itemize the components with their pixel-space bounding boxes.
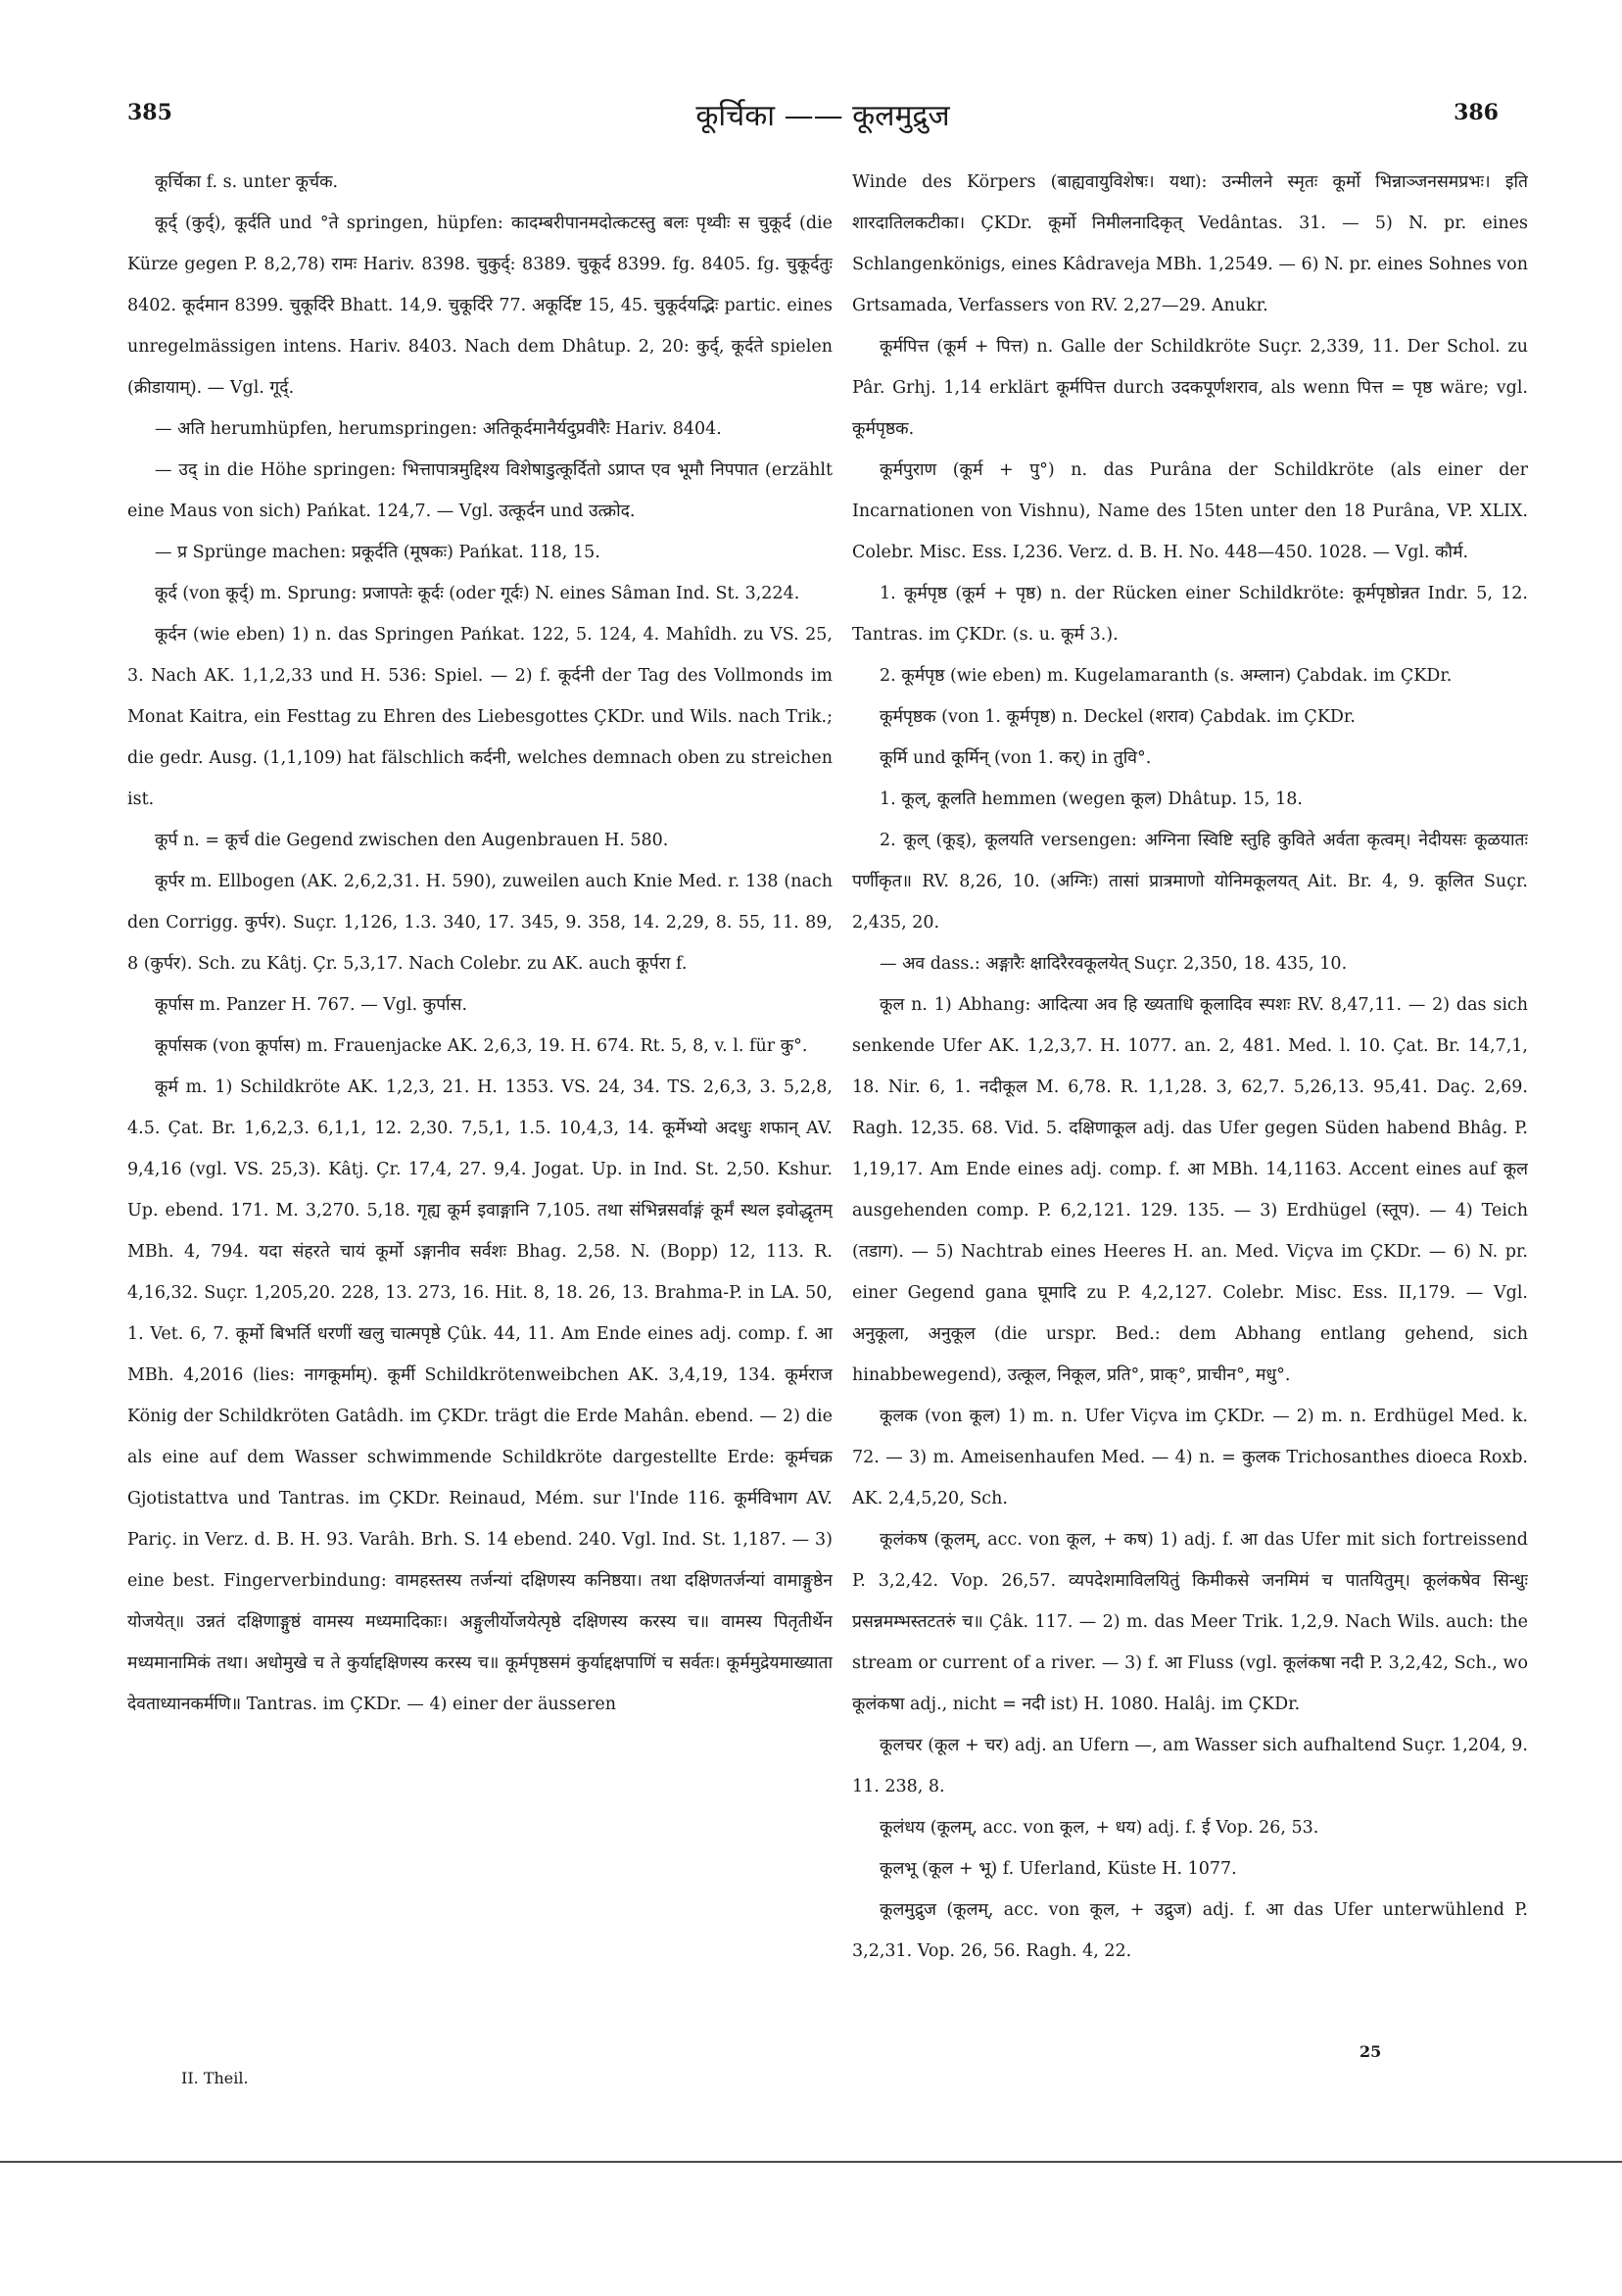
- entry-paragraph: कूलमुद्रुज (कूलम्, acc. von कूल, + उद्रुज) adj. f. आ das Ufer unterwühlend P. 3,2,31. Vop. 26, 56. Ragh. 4, 22.: [852, 1900, 1528, 1961]
- entry-paragraph: कूर्प n. = कूर्च die Gegend zwischen den Augenbrauen H. 580.: [155, 831, 669, 850]
- signature-mark: II. Theil.: [181, 2069, 249, 2087]
- left-column: [127, 162, 833, 1725]
- entry-paragraph: — उद् in die Höhe springen: भित्तापात्रमुद्दिश्य विशेषाडुत्कूर्दितो ऽप्राप्त एव भूमौ निपपात (erzählt eine Maus von sich) Pańkat. 124,7. — Vgl. उत्कूर्दन und उत्क्रोद.: [127, 460, 833, 521]
- entry-paragraph: कूर्द (von कूर्द्) m. Sprung: प्रजापतेः कूर्दः (oder गूर्दः) N. eines Sâman Ind. St. 3,224.: [155, 584, 800, 603]
- signature-number: 25: [1360, 2042, 1382, 2061]
- entry-paragraph: Winde des Körpers (बाह्यवायुविशेषः। यथा): उन्मीलने स्मृतः कूर्मो भिन्नाञ्जनसमप्रभः। इति शारदातिलकटीका। ÇKDr. कूर्मो निमीलनादिकृत् Vedântas. 31. — 5) N. pr. eines Schlangenkönigs, eines Kâdraveja MBh. 1,2549. — 6) N. pr. eines Sohnes von Grtsamada, Verfassers von RV. 2,27—29. Anukr.: [852, 172, 1528, 315]
- entry-paragraph: — प्र Sprünge machen: प्रकूर्दति (मूषकः) Pańkat. 118, 15.: [155, 543, 600, 562]
- entry-paragraph: कूर्पर m. Ellbogen (AK. 2,6,2,31. H. 590), zuweilen auch Knie Med. r. 138 (nach den Corrigg. कुर्पर). Suçr. 1,126, 1.3. 340, 17. 345, 9. 358, 14. 2,29, 8. 55, 11. 89, 8 (कुर्पर). Sch. zu Kâtj. Çr. 5,3,17. Nach Colebr. zu AK. auch कूर्परा f.: [127, 872, 833, 974]
- right-page-number: 386: [1454, 100, 1499, 125]
- entry-paragraph: 1. कूल्, कूलति hemmen (wegen कूल) Dhâtup. 15, 18.: [880, 789, 1303, 809]
- entry-paragraph: कूर्म m. 1) Schildkröte AK. 1,2,3, 21. H. 1353. VS. 24, 34. TS. 2,6,3, 3. 5,2,8, 4.5. Çat. Br. 1,6,2,3. 6,1,1, 12. 2,30. 7,5,1, 1.5. 10,4,3, 14. कूर्मेभ्यो अदधुः शफान् AV. 9,4,16 (vgl. VS. 25,3). Kâtj. Çr. 17,4, 27. 9,4. Jogat. Up. in Ind. St. 2,50. Kshur. Up. ebend. 171. M. 3,270. 5,18. गृह्य कूर्म इवाङ्गानि 7,105. तथा संभिन्नसर्वाङ्गं कूर्मं स्थल इवोद्धृतम् MBh. 4, 794. यदा संहरते चायं कूर्मो ऽङ्गानीव सर्वशः Bhag. 2,58. N. (Bopp) 12, 113. R. 4,16,32. Suçr. 1,205,20. 228, 13. 273, 16. Hit. 8, 18. 26, 13. Brahma-P. in LA. 50, 1. Vet. 6, 7. कूर्मो बिभर्ति धरणीं खलु चात्मपृष्ठे Çûk. 44, 11. Am Ende eines adj. comp. f. आ MBh. 4,2016 (lies: नागकूर्माम्). कूर्मी Schildkrötenweibchen AK. 3,4,19, 134. कूर्मराज König der Schildkröten Gatâdh. im ÇKDr. trägt die Erde Mahân. ebend. — 2) die als eine auf dem Wasser schwimmende Schildkröte dargestellte Erde: कूर्मचक्र Gjotistattva und Tantras. im ÇKDr. Reinaud, Mém. sur l'Inde 116. कूर्मविभाग AV. Pariç. in Verz. d. B. H. 93. Varâh. Brh. S. 14 ebend. 240. Vgl. Ind. St. 1,187. — 3) eine best. Fingerverbindung: वामहस्तस्य तर्जन्यां दक्षिणस्य कनिष्ठया। तथा दक्षिणतर्जन्यां वामाङ्गुष्ठेन योजयेत्॥ उन्नतं दक्षिणाङ्गुष्ठं वामस्य मध्यमादिकाः। अङ्गुलीर्योजयेत्पृष्ठे दक्षिणस्य करस्य च॥ वामस्य पितृतीर्थेन मध्यमानामिकं तथा। अधोमुखे च ते कुर्याद्दक्षिणस्य करस्य च॥ कूर्मपृष्ठसमं कुर्याद्दक्षपाणिं च सर्वतः। कूर्ममुद्रेयमाख्याता देवताध्यानकर्मणि॥ Tantras. im ÇKDr. — 4) einer der äusseren: [127, 1077, 833, 1714]
- entry-paragraph: कूर्पास m. Panzer H. 767. — Vgl. कुर्पास.: [155, 995, 468, 1015]
- entry-paragraph: कूलचर (कूल + चर) adj. an Ufern —, am Wasser sich aufhaltend Suçr. 1,204, 9. 11. 238, 8.: [852, 1736, 1528, 1796]
- entry-paragraph: कूलभू (कूल + भू) f. Uferland, Küste H. 1077.: [880, 1859, 1237, 1879]
- entry-paragraph: कूलंधय (कूलम्, acc. von कूल, + धय) adj. f. ई Vop. 26, 53.: [880, 1818, 1319, 1838]
- page-header: [127, 94, 1518, 141]
- entry-paragraph: — अव dass.: अङ्गारैः क्षादिरैरवकूलयेत् Suçr. 2,350, 18. 435, 10.: [880, 954, 1348, 974]
- left-page-number: 385: [127, 100, 172, 125]
- entry-paragraph: कूर्पासक (von कूर्पास) m. Frauenjacke AK. 2,6,3, 19. H. 674. Rt. 5, 8, v. l. für कु°.: [155, 1036, 808, 1056]
- entry-paragraph: 2. कूर्मपृष्ठ (wie eben) m. Kugelamaranth (s. अम्लान) Çabdak. im ÇKDr.: [880, 666, 1453, 686]
- entry-paragraph: 1. कूर्मपृष्ठ (कूर्म + पृष्ठ) n. der Rücken einer Schildkröte: कूर्मपृष्ठोन्नत Indr. 5, 12. Tantras. im ÇKDr. (s. u. कूर्म 3.).: [852, 584, 1528, 645]
- entry-paragraph: कूर्दन (wie eben) 1) n. das Springen Pańkat. 122, 5. 124, 4. Mahîdh. zu VS. 25, 3. Nach AK. 1,1,2,33 und H. 536: Spiel. — 2) f. कूर्दनी der Tag des Vollmonds im Monat Kaitra, ein Festtag zu Ehren des Liebesgottes ÇKDr. und Wils. nach Trik.; die gedr. Ausg. (1,1,109) hat fälschlich कर्दनी, welches demnach oben zu streichen ist.: [127, 625, 833, 809]
- right-column: [852, 162, 1528, 1972]
- entry-paragraph: — अति herumhüpfen, herumspringen: अतिकूर्दमानैर्यदुप्रवीरैः Hariv. 8404.: [155, 419, 722, 439]
- entry-paragraph: कूर्मि und कूर्मिन् (von 1. कर्) in तुवि°.: [880, 748, 1152, 768]
- entry-paragraph: कूलक (von कूल) 1) m. n. Ufer Viçva im ÇKDr. — 2) m. n. Erdhügel Med. k. 72. — 3) m. Ameisenhaufen Med. — 4) n. = कुलक Trichosanthes dioeca Roxb. AK. 2,4,5,20, Sch.: [852, 1407, 1528, 1508]
- entry-paragraph: कूल n. 1) Abhang: आदित्या अव हि ख्यताधि कूलादिव स्पशः RV. 8,47,11. — 2) das sich senkende Ufer AK. 1,2,3,7. H. 1077. an. 2, 481. Med. l. 10. Çat. Br. 14,7,1, 18. Nir. 6, 1. नदीकूल M. 6,78. R. 1,1,28. 3, 62,7. 5,26,13. 95,41. Daç. 2,69. Ragh. 12,35. 68. Vid. 5. दक्षिणाकूल adj. das Ufer gegen Süden habend Bhâg. P. 1,19,17. Am Ende eines adj. comp. f. आ MBh. 14,1163. Accent eines auf कूल ausgehenden comp. P. 6,2,121. 129. 135. — 3) Erdhügel (स्तूप). — 4) Teich (तडाग). — 5) Nachtrab eines Heeres H. an. Med. Viçva im ÇKDr. — 6) N. pr. einer Gegend gana घूमादि zu P. 4,2,127. Colebr. Misc. Ess. II,179. — Vgl. अनुकूला, अनुकूल (die urspr. Bed.: dem Abhang entlang gehend, sich hinabbewegend), उत्कूल, निकूल, प्रति°, प्राक्°, प्राचीन°, मधु°.: [852, 995, 1528, 1385]
- entry-paragraph: कूर्मपित्त (कूर्म + पित्त) n. Galle der Schildkröte Suçr. 2,339, 11. Der Schol. zu Pâr. Grhj. 1,14 erklärt कूर्मपित्त durch उदकपूर्णशराव, als wenn पित्त = पृष्ठ wäre; vgl. कूर्मपृष्ठक.: [852, 337, 1528, 439]
- entry-paragraph: कूलंकष (कूलम्, acc. von कूल, + कष) 1) adj. f. आ das Ufer mit sich fortreissend P. 3,2,42. Vop. 26,57. व्यपदेशमाविलयितुं किमीकसे जनमिमं च पातयितुम्। कूलंकषेव सिन्धुः प्रसन्नमम्भस्तटतरुं च॥ Çâk. 117. — 2) m. das Meer Trik. 1,2,9. Nach Wils. auch: the stream or current of a river. — 3) f. आ Fluss (vgl. कूलंकषा नदी P. 3,2,42, Sch., wo कूलंकषा adj., nicht = नदी ist) H. 1080. Halâj. im ÇKDr.: [852, 1530, 1528, 1714]
- entry-paragraph: कूर्चिका f. s. unter कूर्चक.: [155, 172, 339, 192]
- entry-paragraph: कूर्मपुराण (कूर्म + पु°) n. das Purâna der Schildkröte (als einer der Incarnationen von Vishnu), Name des 15ten unter den 18 Purâna, VP. XLIX. Colebr. Misc. Ess. I,236. Verz. d. B. H. No. 448—450. 1028. — Vgl. कौर्म.: [852, 460, 1528, 562]
- entry-paragraph: 2. कूल् (कूड्), कूलयति versengen: अग्निना स्विष्टि स्तुहि कुविते अर्वता कृत्वम्। नेदीयसः कूळयातः पर्णीकृत॥ RV. 8,26, 10. (अग्निः) तासां प्रात्रमाणो योनिमकूलयत् Ait. Br. 4, 9. कूलित Suçr. 2,435, 20.: [852, 831, 1528, 933]
- footer-rule: [0, 2161, 1622, 2163]
- entry-paragraph: कूर्द् (कुर्द्), कूर्दति und °ते springen, hüpfen: कादम्बरीपानमदोत्कटस्तु बलः पृथ्वीः स चुकूर्द (die Kürze gegen P. 8,2,78) रामः Hariv. 8398. चुकुर्द्: 8389. चुकूर्द 8399. fg. 8405. fg. चुकूर्दतुः 8402. कूर्दमान 8399. चुकूर्दिरे Bhatt. 14,9. चुकूर्दिरे 77. अकूर्दिष्ट 15, 45. चुकूर्दयद्भिः partic. eines unregelmässigen intens. Hariv. 8403. Nach dem Dhâtup. 2, 20: कुर्द्, कूर्दते spielen (क्रीडायाम्). — Vgl. गूर्द्.: [127, 214, 833, 398]
- entry-paragraph: कूर्मपृष्ठक (von 1. कूर्मपृष्ठ) n. Deckel (शराव) Çabdak. im ÇKDr.: [880, 707, 1356, 727]
- running-head: कूर्चिका —— कूलमुद्रुज: [695, 99, 950, 133]
